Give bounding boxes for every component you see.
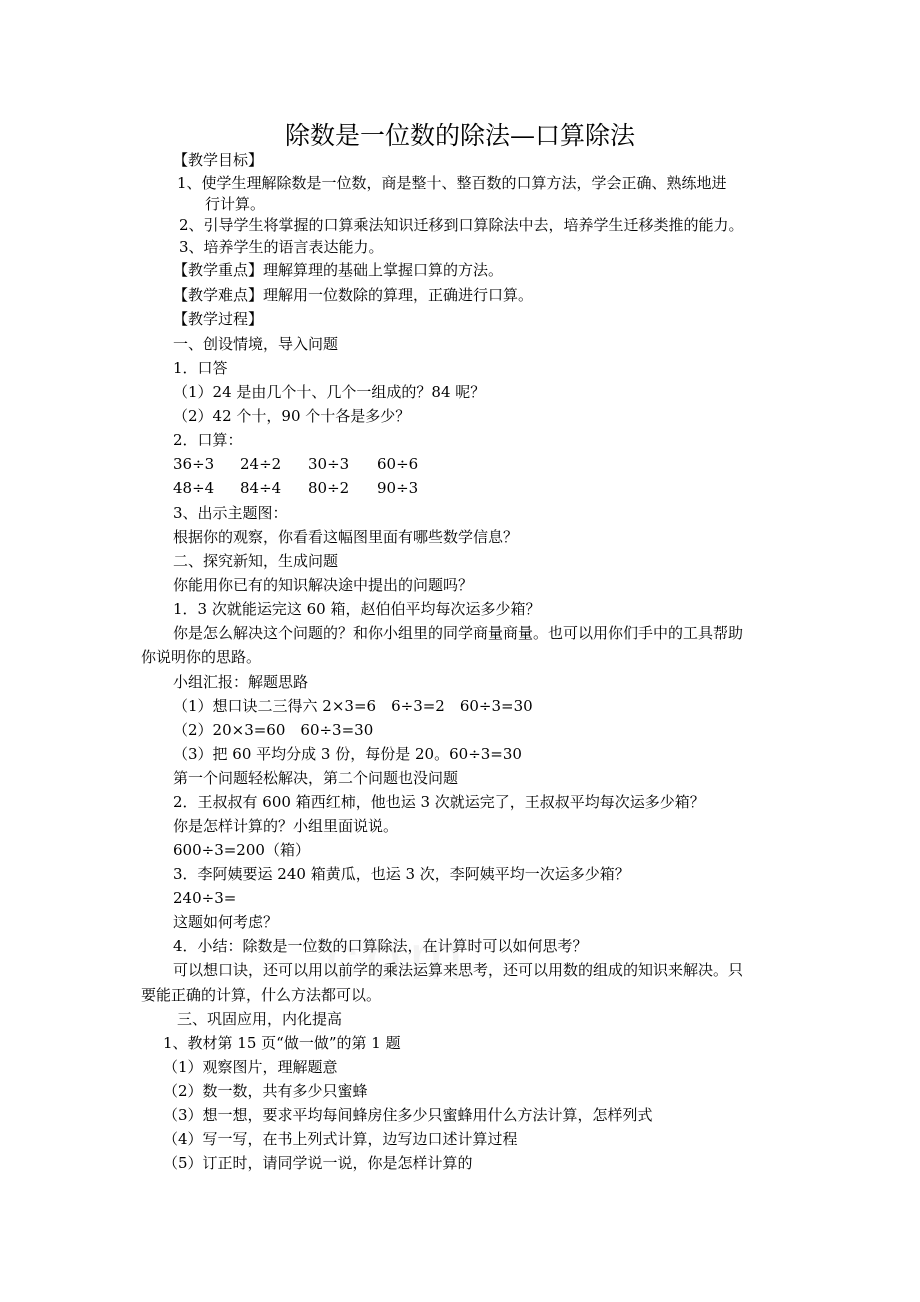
drill-item: 24÷2	[240, 455, 282, 473]
text-line: 2．王叔叔有 600 箱西红柿，他也运 3 次就运完了，王叔叔平均每次运多少箱？	[173, 793, 705, 811]
drill-item: 90÷3	[377, 479, 419, 497]
text-line: （2）20×3=60 60÷3=30	[173, 721, 374, 739]
text-line: 行计算。	[205, 195, 266, 213]
text-line: 1．口答	[173, 359, 228, 377]
text-line: 【教学难点】理解用一位数除的算理，正确进行口算。	[173, 286, 534, 304]
text-line: 【教学目标】	[173, 151, 264, 169]
text-line: 2、引导学生将掌握的口算乘法知识迁移到口算除法中去，培养学生迁移类推的能力。	[179, 216, 744, 234]
text-line: 这题如何考虑？	[173, 913, 279, 931]
text-line: 三、巩固应用，内化提高	[177, 1010, 343, 1028]
text-line: （2）数一数，共有多少只蜜蜂	[163, 1082, 368, 1100]
text-line: 你说明你的思路。	[141, 648, 262, 666]
text-line: 要能正确的计算，什么方法都可以。	[141, 986, 382, 1004]
text-line: 4．小结：除数是一位数的口算除法，在计算时可以如何思考？	[173, 937, 588, 955]
text-line: 600÷3=200（箱）	[173, 841, 310, 859]
text-line: 二、探究新知，生成问题	[173, 552, 339, 570]
text-line: （4）写一写，在书上列式计算，边写边口述计算过程	[163, 1130, 518, 1148]
text-line: 3．李阿姨要运 240 箱黄瓜，也运 3 次，李阿姨平均一次运多少箱？	[173, 865, 630, 883]
text-line: 【教学过程】	[173, 310, 264, 328]
text-line: （1）想口诀二三得六 2×3=6 6÷3=2 60÷3=30	[173, 697, 533, 715]
text-line: 1、使学生理解除数是一位数，商是整十、整百数的口算方法，学会正确、熟练地进	[177, 174, 727, 192]
drill-item: 30÷3	[308, 455, 350, 473]
text-line: 1、教材第 15 页“做一做”的第 1 题	[163, 1034, 401, 1052]
watermark	[300, 920, 471, 994]
text-line: 你是怎样计算的？小组里面说说。	[173, 817, 399, 835]
drill-item: 60÷6	[377, 455, 419, 473]
text-line: 可以想口诀，还可以用以前学的乘法运算来思考，还可以用数的组成的知识来解决。只	[173, 961, 744, 979]
text-line: 根据你的观察，你看看这幅图里面有哪些数学信息？	[173, 528, 519, 546]
drill-item: 80÷2	[308, 479, 350, 497]
text-line: 1．3 次就能运完这 60 箱，赵伯伯平均每次运多少箱？	[173, 600, 541, 618]
text-line: 240÷3=	[173, 889, 237, 907]
text-line: （1）观察图片，理解题意	[163, 1058, 338, 1076]
text-line: 第一个问题轻松解决，第二个问题也没问题	[173, 769, 459, 787]
text-line: （2）42 个十，90 个十各是多少？	[173, 407, 411, 425]
text-line: （5）订正时，请同学说一说，你是怎样计算的	[163, 1154, 473, 1172]
document-title: 除数是一位数的除法—口算除法	[284, 121, 635, 150]
text-line: 你是怎么解决这个问题的？和你小组里的同学商量商量。也可以用你们手中的工具帮助	[173, 624, 744, 642]
text-line: 2．口算：	[173, 431, 243, 449]
drill-item: 36÷3	[173, 455, 215, 473]
drill-item: 84÷4	[240, 479, 282, 497]
text-line: （3）把 60 平均分成 3 份，每份是 20。60÷3=30	[173, 745, 522, 763]
text-line: （1）24 是由几个十、几个一组成的？84 呢？	[173, 383, 486, 401]
text-line: 一、创设情境，导入问题	[173, 335, 339, 353]
text-line: 【教学重点】理解算理的基础上掌握口算的方法。	[173, 261, 504, 279]
text-line: 3、出示主题图：	[173, 504, 288, 522]
drill-item: 48÷4	[173, 479, 215, 497]
text-line: 3、培养学生的语言表达能力。	[179, 238, 384, 256]
text-line: 你能用你已有的知识解决途中提出的问题吗？	[173, 576, 474, 594]
text-line: （3）想一想，要求平均每间蜂房住多少只蜜蜂用什么方法计算，怎样列式	[163, 1106, 653, 1124]
text-line: 小组汇报：解题思路	[173, 673, 309, 691]
